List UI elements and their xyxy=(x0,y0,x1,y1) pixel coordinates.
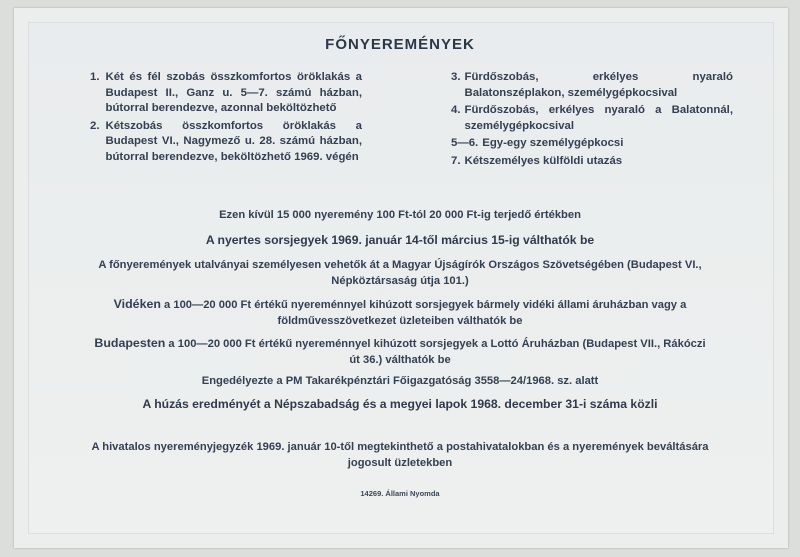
prize-item xyxy=(90,119,362,166)
province-body: a 100—20 000 Ft értékű nyereménnyel kihúzott sorsjegyek bármely vidéki állami áruházban vagy a földművesszövetkezet üzleteiben válthatók be xyxy=(164,299,687,327)
prize-text: Fürdőszobás, erkélyes nyaraló a Balatonnál, személygépkocsival xyxy=(464,104,733,132)
budapest-body: a 100—20 000 Ft értékű nyereménnyel kihúzott sorsjegyek a Lottó Áruházban (Budapest VII., Rákóczi út 36.) válthatók be xyxy=(168,338,706,366)
province-lead: Vidéken xyxy=(113,297,161,311)
main-prize-vouchers-text: A főnyeremények utalványai személyesen vehetők át a Magyar Újságírók Országos Szövetségében (Budapest VI., Népköztársaság útja 101.) xyxy=(98,259,702,287)
prize-text: Kétszobás összkomfortos öröklakás a Budapest VI., Nagymező u. 28. számú házban, bútorral berendezve, beköltözhető 1969. végén xyxy=(105,119,362,163)
printer-imprint: 14269. Állami Nyomda xyxy=(360,489,440,498)
prize-list-left xyxy=(90,70,362,168)
prize-item xyxy=(451,103,733,134)
prize-list-right xyxy=(451,70,733,172)
extra-prizes-text: Ezen kívül 15 000 nyeremény 100 Ft-tól 20 000 Ft-ig terjedő értékben xyxy=(219,209,581,221)
page-title: FŐNYEREMÉNYEK xyxy=(325,36,475,53)
prize-text: Kétszemélyes külföldi utazás xyxy=(464,154,623,167)
prize-number: 2. xyxy=(90,119,100,132)
province-redeem-text xyxy=(90,297,710,329)
prize-text: Egy-egy személygépkocsi xyxy=(482,137,624,150)
budapest-redeem-text xyxy=(90,336,710,368)
prize-number: 1. xyxy=(90,71,100,83)
approval-text: Engedélyezte a PM Takarékpénztári Főigazgatóság 3558—24/1968. sz. alatt xyxy=(201,375,599,387)
prize-item xyxy=(451,154,733,170)
prize-number: 3. xyxy=(451,71,461,83)
budapest-lead: Budapesten xyxy=(94,336,166,350)
official-list-text: A hivatalos nyereményjegyzék 1969. január 10-től megtekinthető a postahivatalokban és a nyeremények beváltására jogosult üzletekben xyxy=(91,441,709,469)
prize-number: 4. xyxy=(451,104,461,117)
prize-number: 5—6. xyxy=(451,137,479,150)
prize-item xyxy=(90,70,362,117)
draw-result-heading: A húzás eredményét a Népszabadság és a megyei lapok 1968. december 31-i száma közli xyxy=(142,397,658,411)
prize-text: Két és fél szobás összkomfortos öröklakás a Budapest II., Ganz u. 5—7. számú házban, bútorral berendezve, azonnal beköltözhető xyxy=(105,71,362,115)
prize-number: 7. xyxy=(451,154,461,167)
prize-text: Fürdőszobás, erkélyes nyaraló Balatonszéplakon, személygépkocsival xyxy=(464,71,733,99)
prize-item xyxy=(451,70,733,101)
redeem-dates-heading: A nyertes sorsjegyek 1969. január 14-től március 15-ig válthatók be xyxy=(205,233,595,247)
prize-item xyxy=(451,136,733,152)
